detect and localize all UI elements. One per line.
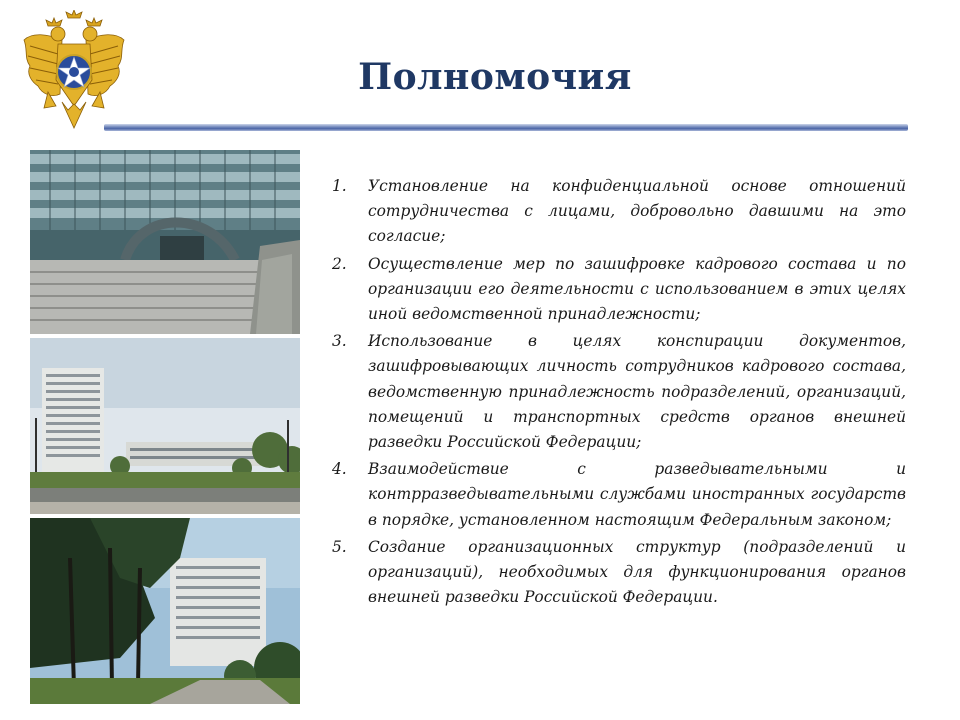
powers-list bbox=[332, 174, 906, 612]
list-item bbox=[332, 329, 906, 455]
headquarters-tower-photo bbox=[30, 338, 300, 514]
list-item-number: 3. bbox=[332, 332, 347, 351]
list-item-text: Взаимодействие с разведывательными и контрразведывательными службами иностранных государств в порядке, установленном настоящим Федеральным законом; bbox=[368, 460, 906, 529]
list-item-number: 2. bbox=[332, 254, 347, 273]
list-item-text: Установление на конфиденциальной основе отношений сотрудничества с лицами, добровольно давшими на это согласие; bbox=[368, 177, 906, 246]
list-item-text: Использование в целях конспирации документов, зашифровывающих личность сотрудников кадрового состава, ведомственную принадлежность подразделений, организаций, помещений и транспортных средств органов внешней разведки Российской Федерации; bbox=[368, 332, 906, 452]
list-item bbox=[332, 535, 906, 611]
list-item bbox=[332, 174, 906, 250]
list-item-number: 4. bbox=[332, 460, 347, 479]
title-divider bbox=[104, 124, 908, 131]
list-item-text: Осуществление мер по зашифровке кадрового состава и по организации его деятельности с использованием в этих целях иной ведомственной принадлежности; bbox=[368, 254, 906, 324]
list-item bbox=[332, 252, 906, 328]
list-item-text: Создание организационных структур (подразделений и организаций), необходимых для функционирования органов внешней разведки Российской Федерации. bbox=[368, 537, 906, 607]
building-entrance-photo bbox=[30, 150, 300, 334]
list-item bbox=[332, 457, 906, 533]
list-item-number: 1. bbox=[332, 177, 347, 195]
headquarters-trees-photo bbox=[30, 518, 300, 704]
page-title: Полномочия bbox=[358, 56, 632, 98]
list-item-number: 5. bbox=[332, 537, 347, 556]
